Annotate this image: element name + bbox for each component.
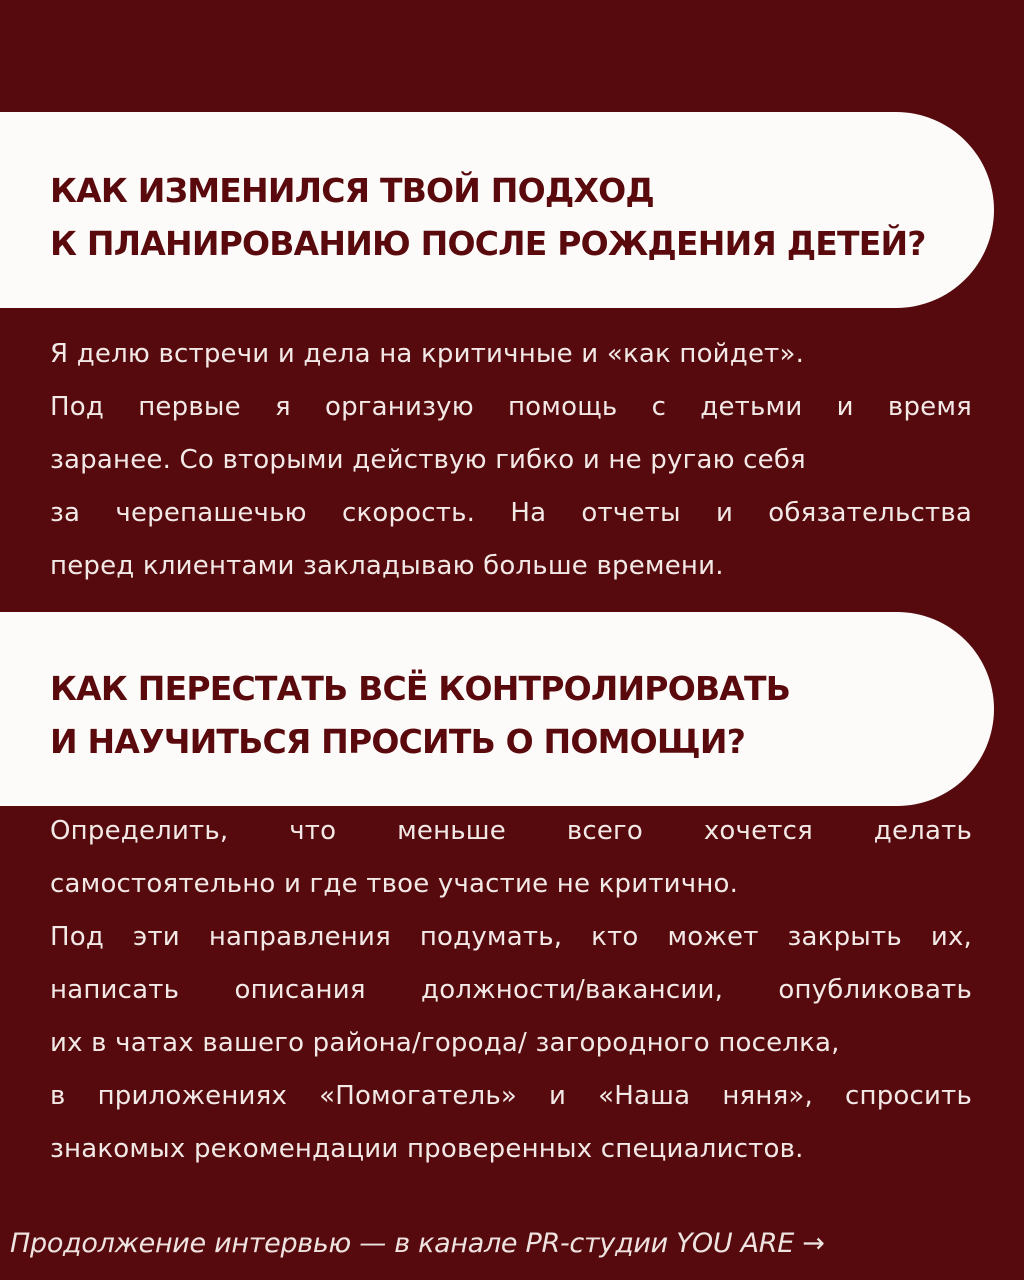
answer-1-line-1: Я делю встречи и дела на критичные и «как пойдет». (50, 339, 805, 369)
question-heading-2 (50, 662, 994, 768)
question-1-line-2: К ПЛАНИРОВАНИЮ ПОСЛЕ РОЖДЕНИЯ ДЕТЕЙ? (50, 224, 926, 263)
answer-1-line-5: перед клиентами закладываю больше времени. (50, 551, 724, 581)
continuation-footer: Продолжение интервью — в канале PR-студии YOU ARE → (10, 1228, 825, 1259)
question-banner-2 (0, 612, 994, 806)
answer-2-line-3: Под эти направления подумать, кто может закрыть их, (50, 922, 972, 952)
answer-2-line-1: Определить, что меньше всего хочется делать (50, 816, 972, 846)
answer-2-line-5: их в чатах вашего района/города/ загородного поселка, (50, 1028, 840, 1058)
question-heading-1 (50, 164, 994, 270)
question-1-line-1: КАК ИЗМЕНИЛСЯ ТВОЙ ПОДХОД (50, 171, 654, 210)
question-2-line-2: И НАУЧИТЬСЯ ПРОСИТЬ О ПОМОЩИ? (50, 722, 746, 761)
answer-1-line-2: Под первые я организую помощь с детьми и время (50, 392, 972, 422)
answer-2-line-4: написать описания должности/вакансии, опубликовать (50, 975, 972, 1005)
answer-1-line-3: заранее. Со вторыми действую гибко и не ругаю себя (50, 445, 806, 475)
answer-paragraph-2 (50, 805, 972, 1176)
answer-2-line-2: самостоятельно и где твое участие не критично. (50, 869, 739, 899)
question-2-line-1: КАК ПЕРЕСТАТЬ ВСЁ КОНТРОЛИРОВАТЬ (50, 669, 791, 708)
answer-1-line-4: за черепашечью скорость. На отчеты и обязательства (50, 498, 972, 528)
question-banner-1 (0, 112, 994, 308)
answer-paragraph-1 (50, 328, 972, 593)
answer-2-line-7: знакомых рекомендации проверенных специалистов. (50, 1134, 804, 1164)
answer-2-line-6: в приложениях «Помогатель» и «Наша няня», спросить (50, 1081, 972, 1111)
